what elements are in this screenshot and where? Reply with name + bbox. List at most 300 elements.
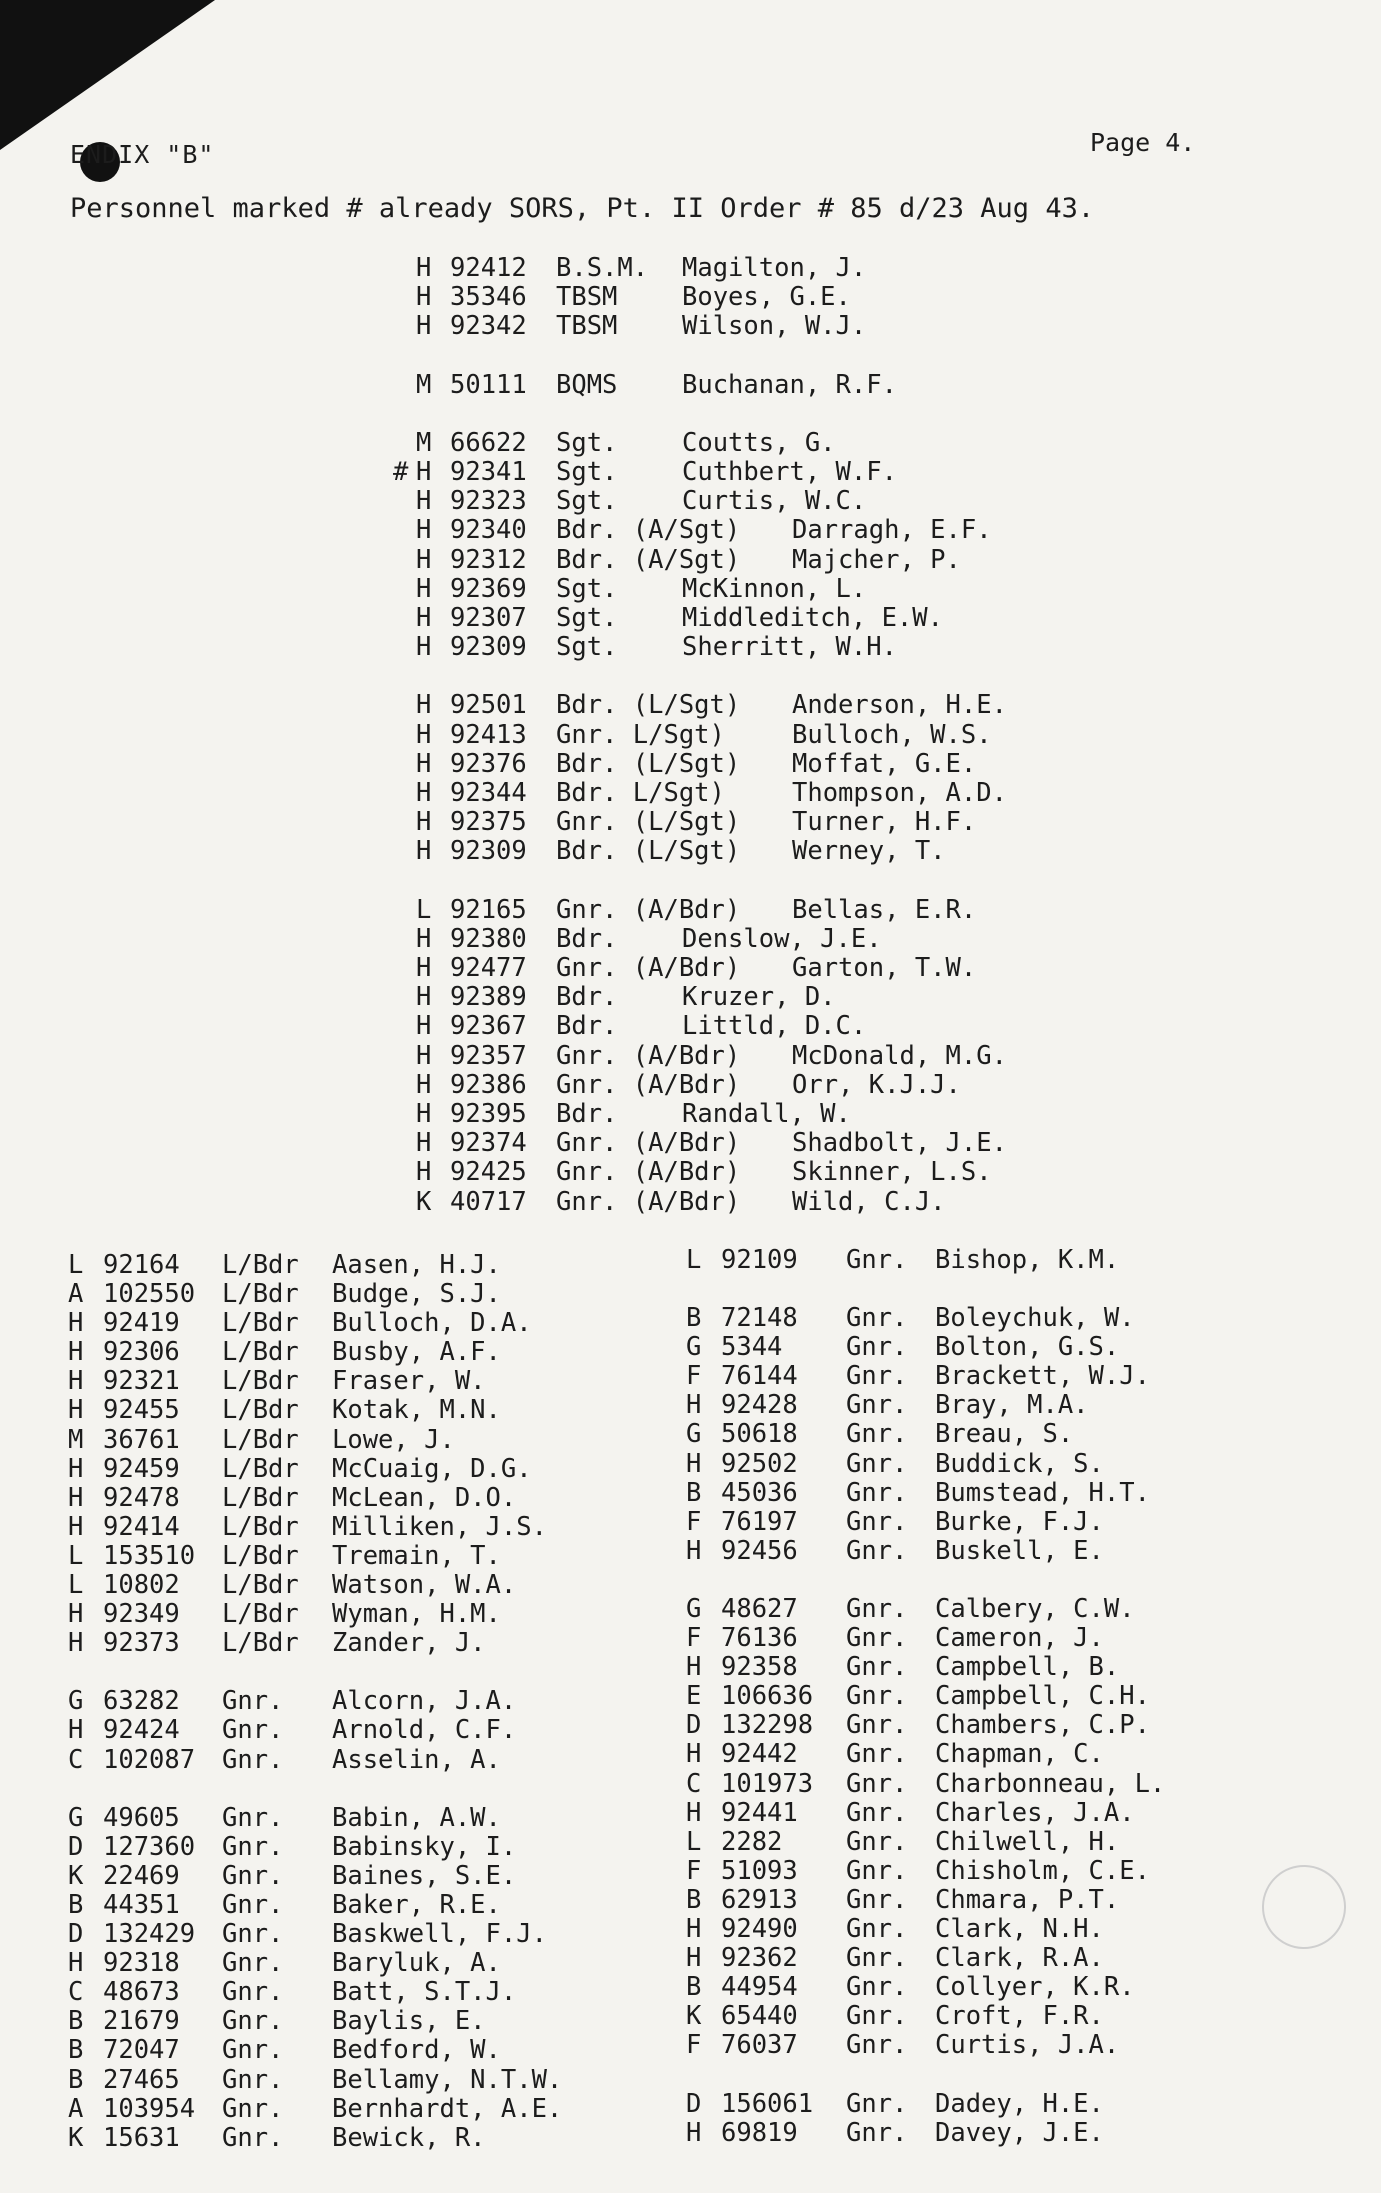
person-name: Littld, D.C.: [682, 1011, 867, 1041]
regimental-number: 92478: [103, 1483, 180, 1513]
rank: Gnr.: [846, 1769, 908, 1799]
region-prefix: K: [686, 2001, 702, 2031]
person-name: McLean, D.O.: [332, 1483, 517, 1513]
regimental-number: 76144: [721, 1361, 798, 1391]
rank: Gnr.: [846, 1419, 908, 1449]
rank: Gnr.: [846, 1245, 908, 1275]
person-name: Anderson, H.E.: [792, 690, 1007, 720]
region-prefix: H: [68, 1483, 84, 1513]
person-name: Darragh, E.F.: [792, 515, 992, 545]
regimental-number: 40717: [450, 1187, 527, 1217]
personnel-row: [0, 1914, 1381, 1944]
personnel-row: [0, 632, 1381, 662]
person-name: Shadbolt, J.E.: [792, 1128, 1007, 1158]
regimental-number: 5344: [721, 1332, 783, 1362]
page-number: Page 4.: [1090, 128, 1196, 157]
person-name: Alcorn, J.A.: [332, 1686, 517, 1716]
rank: Gnr.: [846, 1739, 908, 1769]
rank: L/Bdr: [222, 1454, 299, 1484]
region-prefix: H: [416, 1011, 432, 1041]
regimental-number: 92341: [450, 457, 527, 487]
region-prefix: B: [68, 2035, 84, 2065]
rank: Gnr.: [846, 1332, 908, 1362]
region-prefix: A: [68, 1279, 84, 1309]
personnel-row: [0, 1769, 1381, 1799]
rank: Gnr. (A/Bdr): [556, 1128, 741, 1158]
person-name: Moffat, G.E.: [792, 749, 977, 779]
personnel-row: [0, 1943, 1381, 1973]
regimental-number: 102550: [103, 1279, 196, 1309]
person-name: Skinner, L.S.: [792, 1157, 992, 1187]
rank: Gnr.: [846, 1390, 908, 1420]
rank: Bdr.: [556, 1099, 618, 1129]
region-prefix: H: [686, 2118, 702, 2148]
region-prefix: H: [68, 1599, 84, 1629]
regimental-number: 92374: [450, 1128, 527, 1158]
regimental-number: 92477: [450, 953, 527, 983]
personnel-row: [0, 1827, 1381, 1857]
region-prefix: D: [68, 1919, 84, 1949]
rank: Bdr.: [556, 1011, 618, 1041]
regimental-number: 69819: [721, 2118, 798, 2148]
personnel-row: [0, 1099, 1381, 1129]
region-prefix: F: [686, 1623, 702, 1653]
region-prefix: L: [68, 1570, 84, 1600]
region-prefix: M: [68, 1425, 84, 1455]
rank: Gnr.: [846, 1885, 908, 1915]
regimental-number: 92459: [103, 1454, 180, 1484]
rank: BQMS: [556, 370, 618, 400]
regimental-number: 92323: [450, 486, 527, 516]
regimental-number: 76136: [721, 1623, 798, 1653]
region-prefix: F: [686, 2030, 702, 2060]
region-prefix: H: [416, 836, 432, 866]
region-prefix: H: [68, 1337, 84, 1367]
person-name: Coutts, G.: [682, 428, 836, 458]
person-name: Budge, S.J.: [332, 1279, 501, 1309]
person-name: Campbell, B.: [935, 1652, 1120, 1682]
region-prefix: B: [68, 2065, 84, 2095]
regimental-number: 106636: [721, 1681, 814, 1711]
person-name: Collyer, K.R.: [935, 1972, 1135, 2002]
person-name: Buddick, S.: [935, 1449, 1104, 1479]
person-name: Dadey, H.E.: [935, 2089, 1104, 2119]
region-prefix: H: [68, 1395, 84, 1425]
personnel-row: [0, 282, 1381, 312]
rank: B.S.M.: [556, 253, 649, 283]
regimental-number: 62913: [721, 1885, 798, 1915]
person-name: Cameron, J.: [935, 1623, 1104, 1653]
appendix-title: ENDIX "B": [70, 140, 215, 169]
personnel-row: [0, 1478, 1381, 1508]
regimental-number: 44954: [721, 1972, 798, 2002]
person-name: McDonald, M.G.: [792, 1041, 1007, 1071]
personnel-row: [0, 2118, 1381, 2148]
personnel-row: [0, 1710, 1381, 1740]
regimental-number: 50618: [721, 1419, 798, 1449]
person-name: Milliken, J.S.: [332, 1512, 547, 1542]
regimental-number: 2282: [721, 1827, 783, 1857]
personnel-row: [0, 428, 1381, 458]
regimental-number: 102087: [103, 1745, 196, 1775]
personnel-row: [0, 1303, 1381, 1333]
rank: Gnr.: [846, 1914, 908, 1944]
regimental-number: 92309: [450, 836, 527, 866]
regimental-number: 10802: [103, 1570, 180, 1600]
regimental-number: 92306: [103, 1337, 180, 1367]
regimental-number: 92455: [103, 1395, 180, 1425]
regimental-number: 21679: [103, 2006, 180, 2036]
personnel-row: [0, 807, 1381, 837]
region-prefix: H: [416, 457, 432, 487]
rank: Gnr.: [846, 1507, 908, 1537]
person-name: Batt, S.T.J.: [332, 1977, 517, 2007]
personnel-row: [0, 2089, 1381, 2119]
regimental-number: 92165: [450, 895, 527, 925]
rank: Bdr. (L/Sgt): [556, 690, 741, 720]
rank: Gnr.: [846, 1478, 908, 1508]
region-prefix: D: [68, 1832, 84, 1862]
regimental-number: 92428: [721, 1390, 798, 1420]
rank: Gnr.: [222, 1715, 284, 1745]
rank: Gnr. (A/Bdr): [556, 1041, 741, 1071]
rank: Gnr. L/Sgt): [556, 720, 725, 750]
region-prefix: H: [68, 1715, 84, 1745]
rank: Gnr.: [846, 1303, 908, 1333]
personnel-row: [0, 311, 1381, 341]
person-name: Baryluk, A.: [332, 1948, 501, 1978]
rank: Gnr.: [846, 1623, 908, 1653]
regimental-number: 156061: [721, 2089, 814, 2119]
regimental-number: 132298: [721, 1710, 814, 1740]
regimental-number: 92380: [450, 924, 527, 954]
regimental-number: 92358: [721, 1652, 798, 1682]
regimental-number: 92307: [450, 603, 527, 633]
regimental-number: 49605: [103, 1803, 180, 1833]
region-prefix: F: [686, 1361, 702, 1391]
region-prefix: H: [416, 574, 432, 604]
rank: Sgt.: [556, 632, 618, 662]
rank: Bdr.: [556, 982, 618, 1012]
rank: Gnr. (L/Sgt): [556, 807, 741, 837]
region-prefix: H: [686, 1914, 702, 1944]
person-name: Middleditch, E.W.: [682, 603, 943, 633]
personnel-row: [0, 924, 1381, 954]
personnel-row: [0, 253, 1381, 283]
personnel-row: [0, 370, 1381, 400]
region-prefix: M: [416, 428, 432, 458]
personnel-row: [0, 603, 1381, 633]
region-prefix: H: [416, 778, 432, 808]
regimental-number: 92342: [450, 311, 527, 341]
regimental-number: 92344: [450, 778, 527, 808]
region-prefix: D: [686, 1710, 702, 1740]
regimental-number: 153510: [103, 1541, 196, 1571]
region-prefix: H: [416, 545, 432, 575]
region-prefix: G: [68, 1686, 84, 1716]
rank: L/Bdr: [222, 1628, 299, 1658]
personnel-row: [0, 1972, 1381, 2002]
region-prefix: H: [416, 1128, 432, 1158]
person-name: Babin, A.W.: [332, 1803, 501, 1833]
regimental-number: 92395: [450, 1099, 527, 1129]
regimental-number: 92375: [450, 807, 527, 837]
region-prefix: K: [416, 1187, 432, 1217]
region-prefix: B: [68, 1890, 84, 1920]
rank: Gnr. (A/Bdr): [556, 895, 741, 925]
person-name: Kotak, M.N.: [332, 1395, 501, 1425]
personnel-row: [0, 1594, 1381, 1624]
region-prefix: K: [68, 2123, 84, 2153]
personnel-row: [0, 1885, 1381, 1915]
personnel-row: [0, 457, 1381, 487]
rank: Gnr.: [222, 1861, 284, 1891]
regimental-number: 92419: [103, 1308, 180, 1338]
regimental-number: 15631: [103, 2123, 180, 2153]
regimental-number: 92424: [103, 1715, 180, 1745]
region-prefix: F: [686, 1856, 702, 1886]
personnel-row: [0, 1856, 1381, 1886]
region-prefix: C: [68, 1977, 84, 2007]
rank: Gnr.: [222, 1832, 284, 1862]
personnel-row: [0, 545, 1381, 575]
region-prefix: B: [68, 2006, 84, 2036]
rank: Bdr. (A/Sgt): [556, 515, 741, 545]
rank: Gnr. (A/Bdr): [556, 1070, 741, 1100]
person-name: Turner, H.F.: [792, 807, 977, 837]
person-name: Breau, S.: [935, 1419, 1074, 1449]
rank: Gnr.: [846, 1594, 908, 1624]
region-prefix: H: [416, 953, 432, 983]
regimental-number: 92456: [721, 1536, 798, 1566]
region-prefix: L: [68, 1541, 84, 1571]
person-name: Chisholm, C.E.: [935, 1856, 1150, 1886]
region-prefix: B: [686, 1972, 702, 2002]
regimental-number: 92349: [103, 1599, 180, 1629]
rank: Gnr.: [222, 2123, 284, 2153]
region-prefix: H: [68, 1628, 84, 1658]
region-prefix: L: [686, 1245, 702, 1275]
person-name: Burke, F.J.: [935, 1507, 1104, 1537]
person-name: Bellas, E.R.: [792, 895, 977, 925]
regimental-number: 92318: [103, 1948, 180, 1978]
regimental-number: 92413: [450, 720, 527, 750]
regimental-number: 22469: [103, 1861, 180, 1891]
region-prefix: H: [416, 486, 432, 516]
region-prefix: H: [416, 311, 432, 341]
rank: Bdr.: [556, 924, 618, 954]
regimental-number: 92362: [721, 1943, 798, 1973]
region-prefix: L: [686, 1827, 702, 1857]
region-prefix: H: [416, 982, 432, 1012]
rank: Sgt.: [556, 574, 618, 604]
rank: Bdr. (L/Sgt): [556, 836, 741, 866]
region-prefix: H: [416, 603, 432, 633]
rank: Sgt.: [556, 486, 618, 516]
rank: L/Bdr: [222, 1570, 299, 1600]
personnel-row: [0, 486, 1381, 516]
region-prefix: A: [68, 2094, 84, 2124]
region-prefix: B: [686, 1478, 702, 1508]
rank: TBSM: [556, 311, 618, 341]
regimental-number: 92109: [721, 1245, 798, 1275]
personnel-row: [0, 895, 1381, 925]
personnel-row: [0, 515, 1381, 545]
region-prefix: H: [686, 1449, 702, 1479]
region-prefix: H: [416, 1041, 432, 1071]
rank: L/Bdr: [222, 1425, 299, 1455]
regimental-number: 92414: [103, 1512, 180, 1542]
rank: Gnr.: [846, 1361, 908, 1391]
person-name: Baskwell, F.J.: [332, 1919, 547, 1949]
regimental-number: 36761: [103, 1425, 180, 1455]
person-name: Chilwell, H.: [935, 1827, 1120, 1857]
person-name: Werney, T.: [792, 836, 946, 866]
region-prefix: H: [416, 749, 432, 779]
person-name: Kruzer, D.: [682, 982, 836, 1012]
regimental-number: 72148: [721, 1303, 798, 1333]
person-name: Wilson, W.J.: [682, 311, 867, 341]
region-prefix: L: [416, 895, 432, 925]
person-name: Wild, C.J.: [792, 1187, 946, 1217]
region-prefix: H: [416, 1157, 432, 1187]
person-name: Zander, J.: [332, 1628, 486, 1658]
regimental-number: 127360: [103, 1832, 196, 1862]
region-prefix: H: [686, 1943, 702, 1973]
rank: Gnr.: [846, 1856, 908, 1886]
rank: Gnr. (A/Bdr): [556, 1157, 741, 1187]
regimental-number: 92389: [450, 982, 527, 1012]
regimental-number: 92357: [450, 1041, 527, 1071]
personnel-row: [0, 1041, 1381, 1071]
region-prefix: H: [686, 1798, 702, 1828]
rank: Gnr.: [222, 1977, 284, 2007]
region-prefix: G: [686, 1594, 702, 1624]
personnel-row: [0, 1449, 1381, 1479]
person-name: McKinnon, L.: [682, 574, 867, 604]
rank: Gnr.: [222, 1919, 284, 1949]
rank: Bdr. (A/Sgt): [556, 545, 741, 575]
regimental-number: 63282: [103, 1686, 180, 1716]
region-prefix: H: [686, 1652, 702, 1682]
rank: Gnr.: [846, 1681, 908, 1711]
person-name: Arnold, C.F.: [332, 1715, 517, 1745]
region-prefix: E: [686, 1681, 702, 1711]
person-name: Garton, T.W.: [792, 953, 977, 983]
region-prefix: H: [686, 1536, 702, 1566]
region-prefix: H: [68, 1454, 84, 1484]
rank: Sgt.: [556, 603, 618, 633]
rank: Gnr.: [222, 1745, 284, 1775]
rank: Gnr.: [846, 2089, 908, 2119]
regimental-number: 45036: [721, 1478, 798, 1508]
personnel-row: [0, 1245, 1381, 1275]
regimental-number: 92412: [450, 253, 527, 283]
personnel-row: [0, 1798, 1381, 1828]
personnel-row: [0, 1739, 1381, 1769]
personnel-row: [0, 1623, 1381, 1653]
rank: L/Bdr: [222, 1250, 299, 1280]
person-name: Bishop, K.M.: [935, 1245, 1120, 1275]
rank: Bdr. L/Sgt): [556, 778, 725, 808]
person-name: Bumstead, H.T.: [935, 1478, 1150, 1508]
region-prefix: C: [68, 1745, 84, 1775]
region-prefix: H: [686, 1390, 702, 1420]
rank: Bdr. (L/Sgt): [556, 749, 741, 779]
regimental-number: 92164: [103, 1250, 180, 1280]
rank: L/Bdr: [222, 1279, 299, 1309]
person-name: Campbell, C.H.: [935, 1681, 1150, 1711]
regimental-number: 92441: [721, 1798, 798, 1828]
region-prefix: M: [416, 370, 432, 400]
personnel-row: [0, 953, 1381, 983]
person-name: Fraser, W.: [332, 1366, 486, 1396]
person-name: Asselin, A.: [332, 1745, 501, 1775]
rank: TBSM: [556, 282, 618, 312]
rank: Gnr.: [222, 1890, 284, 1920]
regimental-number: 132429: [103, 1919, 196, 1949]
rank: Gnr.: [222, 1948, 284, 1978]
person-name: Bernhardt, A.E.: [332, 2094, 563, 2124]
rank: Gnr. (A/Bdr): [556, 1187, 741, 1217]
region-prefix: K: [68, 1861, 84, 1891]
person-name: Baylis, E.: [332, 2006, 486, 2036]
personnel-row: [0, 2001, 1381, 2031]
personnel-row: [0, 1419, 1381, 1449]
region-prefix: G: [686, 1332, 702, 1362]
rank: Gnr.: [222, 1803, 284, 1833]
regimental-number: 35346: [450, 282, 527, 312]
region-prefix: H: [416, 690, 432, 720]
person-name: Busby, A.F.: [332, 1337, 501, 1367]
rank: Gnr.: [222, 1686, 284, 1716]
rank: L/Bdr: [222, 1308, 299, 1338]
person-name: Bolton, G.S.: [935, 1332, 1120, 1362]
rank: Gnr.: [846, 1449, 908, 1479]
region-prefix: L: [68, 1250, 84, 1280]
person-name: Magilton, J.: [682, 253, 867, 283]
region-prefix: H: [416, 515, 432, 545]
sors-mark: #: [393, 457, 409, 487]
regimental-number: 101973: [721, 1769, 814, 1799]
regimental-number: 27465: [103, 2065, 180, 2095]
person-name: Bedford, W.: [332, 2035, 501, 2065]
regimental-number: 103954: [103, 2094, 196, 2124]
region-prefix: D: [686, 2089, 702, 2119]
rank: Gnr.: [846, 2118, 908, 2148]
rank: Gnr.: [222, 2065, 284, 2095]
rank: L/Bdr: [222, 1395, 299, 1425]
region-prefix: H: [68, 1308, 84, 1338]
person-name: Clark, R.A.: [935, 1943, 1104, 1973]
person-name: Sherritt, W.H.: [682, 632, 897, 662]
person-name: Curtis, W.C.: [682, 486, 867, 516]
person-name: Wyman, H.M.: [332, 1599, 501, 1629]
person-name: Clark, N.H.: [935, 1914, 1104, 1944]
personnel-row: [0, 2030, 1381, 2060]
sors-note: Personnel marked # already SORS, Pt. II Order # 85 d/23 Aug 43.: [70, 193, 1095, 224]
rank: L/Bdr: [222, 1483, 299, 1513]
person-name: Brackett, W.J.: [935, 1361, 1150, 1391]
regimental-number: 92502: [721, 1449, 798, 1479]
regimental-number: 72047: [103, 2035, 180, 2065]
regimental-number: 92425: [450, 1157, 527, 1187]
personnel-row: [0, 1390, 1381, 1420]
rank: Gnr.: [846, 1827, 908, 1857]
folded-corner: [0, 0, 215, 150]
personnel-row: [0, 1507, 1381, 1537]
person-name: Bray, M.A.: [935, 1390, 1089, 1420]
